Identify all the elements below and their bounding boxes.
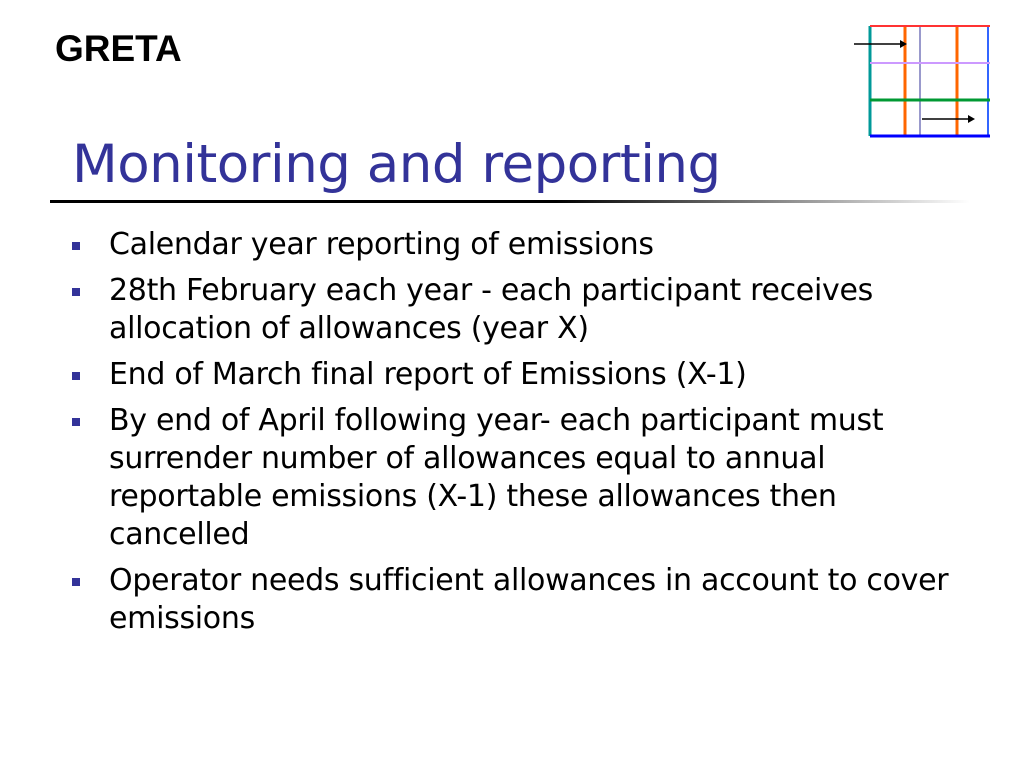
grid-arrows-logo-icon [850, 22, 995, 140]
bullet-item [72, 356, 972, 394]
bullet-text: 28th February each year - each participant receives allocation of allowances (year X) [109, 273, 873, 346]
slide-title: Monitoring and reporting [72, 134, 721, 195]
bullet-list [72, 226, 972, 646]
bullet-item [72, 562, 972, 638]
bullet-text: End of March final report of Emissions (X-1) [109, 357, 747, 392]
bullet-item [72, 272, 972, 348]
brand-label: GRETA [55, 28, 182, 69]
title-divider [50, 200, 970, 203]
bullet-text: Calendar year reporting of emissions [109, 227, 654, 262]
bullet-text: Operator needs sufficient allowances in account to cover emissions [109, 563, 949, 636]
square-bullet-icon [72, 418, 80, 426]
square-bullet-icon [72, 242, 80, 250]
bullet-text: By end of April following year- each participant must surrender number of allowances equal to annual reportable emissions (X-1) these allowances then cancelled [109, 403, 884, 552]
square-bullet-icon [72, 288, 80, 296]
bullet-item [72, 226, 972, 264]
square-bullet-icon [72, 578, 80, 586]
bullet-item [72, 402, 972, 554]
square-bullet-icon [72, 372, 80, 380]
